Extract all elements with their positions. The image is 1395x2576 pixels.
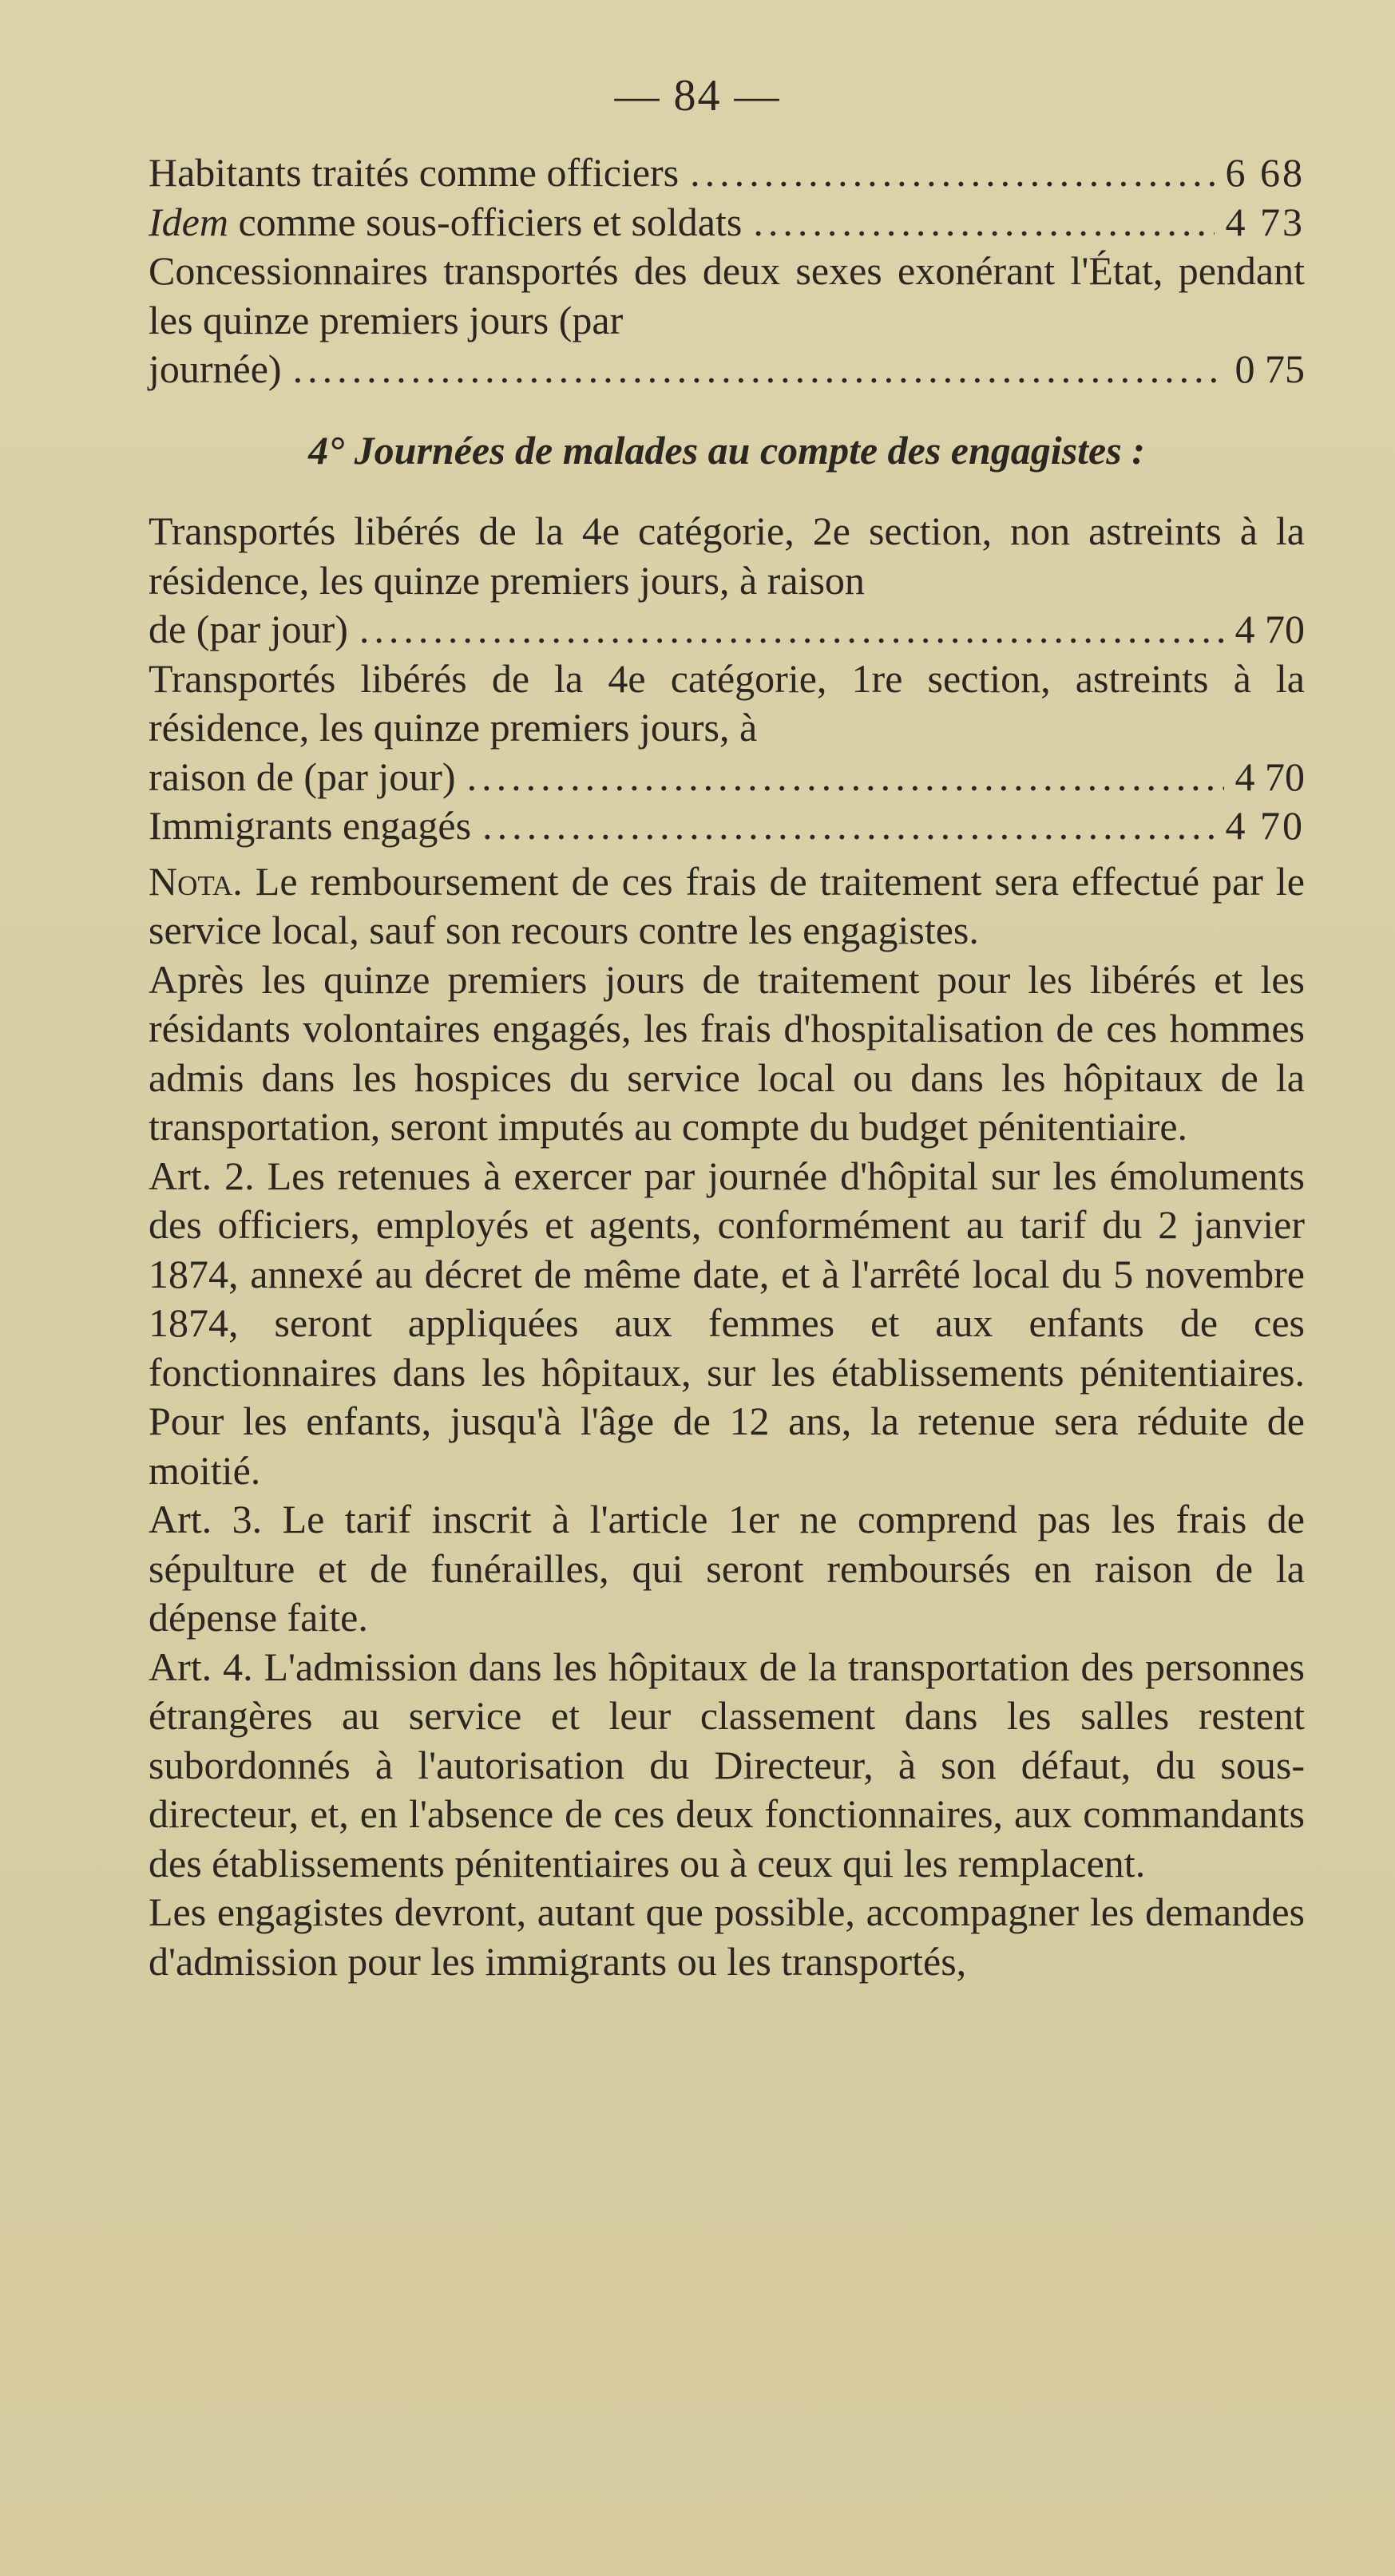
page-number: — 84 — (614, 71, 781, 121)
leader-dots (753, 198, 1214, 247)
rate-block-concessionnaires (149, 247, 1305, 394)
rate-row-immigrants (149, 801, 1305, 851)
rate-block-liberes-1re-section (149, 655, 1305, 802)
idem-label: Idem (149, 199, 228, 244)
nota-label: Nota. (149, 858, 243, 904)
rate-text: Concessionnaires transportés des deux sexes exonérant l'État, pendant les quinze premiers jours (par (149, 248, 1305, 342)
rate-row-sous-officiers (149, 198, 1305, 247)
article-2: Art. 2. Les retenues à exercer par journée d'hôpital sur les émoluments des officiers, employés et agents, conformément au tarif du 2 janvier 1874, annexé au décret de même date, et à l'arrêté local du 5 novembre 1874, seront appliquées aux femmes et aux enfants de ces fonctionnaires dans les hôpitaux, sur les établissements pénitentiaires. Pour les enfants, jusqu'à l'âge de 12 ans, la retenue sera réduite de moitié. (149, 1153, 1305, 1493)
article-4: Art. 4. L'admission dans les hôpitaux de la transportation des personnes étrangères au service et leur classement dans les salles restent subordonnés à l'autorisation du Directeur, à son défaut, du sous-directeur, et, en l'absence de ces deux fonctionnaires, aux commandants des établissements pénitentiaires ou à ceux qui les remplacent. (149, 1644, 1305, 1886)
rate-label-end: raison de (par jour) (149, 754, 456, 799)
nota-text: Le remboursement de ces frais de traitement sera effectué par le service local, sauf son recours contre les engagistes. (149, 858, 1305, 952)
rate-value: 0 75 (1234, 346, 1305, 391)
rate-label: Habitants traités comme officiers (149, 150, 680, 195)
rate-label-end: de (par jour) (149, 607, 348, 651)
nota-paragraph (149, 857, 1305, 956)
rate-value: 4 73 (1225, 199, 1305, 244)
rate-block-liberes-2e-section (149, 507, 1305, 655)
rate-value: 4 70 (1234, 607, 1305, 651)
page-body (149, 148, 1305, 1986)
leader-dots (293, 345, 1224, 394)
rate-row-officiers (149, 148, 1305, 198)
leader-dots (467, 753, 1224, 802)
rate-text: Transportés libérés de la 4e catégorie, 2e section, non astreints à la résidence, les quinze premiers jours, à raison (149, 508, 1305, 603)
engagistes-paragraph: Les engagistes devront, autant que possible, accompagner les demandes d'admission pour les immigrants ou les transportés, (149, 1889, 1305, 1984)
leader-dots (359, 605, 1224, 655)
section-title: 4° Journées de malades au compte des engagistes : (308, 427, 1145, 473)
article-3: Art. 3. Le tarif inscrit à l'article 1er ne comprend pas les frais de sépulture et de funérailles, qui seront remboursés en raison de la dépense faite. (149, 1497, 1305, 1640)
leader-dots (690, 148, 1214, 198)
leader-dots (482, 801, 1214, 851)
rate-text: Transportés libérés de la 4e catégorie, 1re section, astreints à la résidence, les quinze premiers jours, à (149, 655, 1305, 750)
rate-value: 4 70 (1234, 754, 1305, 799)
rate-label-end: journée) (149, 346, 282, 391)
rate-value: 4 70 (1225, 803, 1305, 848)
rate-value: 6 68 (1225, 150, 1305, 195)
rate-label: comme sous-officiers et soldats (228, 199, 743, 244)
apres-paragraph: Après les quinze premiers jours de traitement pour les libérés et les résidants volontaires engagés, les frais d'hospitalisation de ces hommes admis dans les hospices du service local ou dans les hôpitaux de la transportation, seront imputés au compte du budget pénitentiaire. (149, 956, 1305, 1149)
rate-label: Immigrants engagés (149, 803, 472, 848)
